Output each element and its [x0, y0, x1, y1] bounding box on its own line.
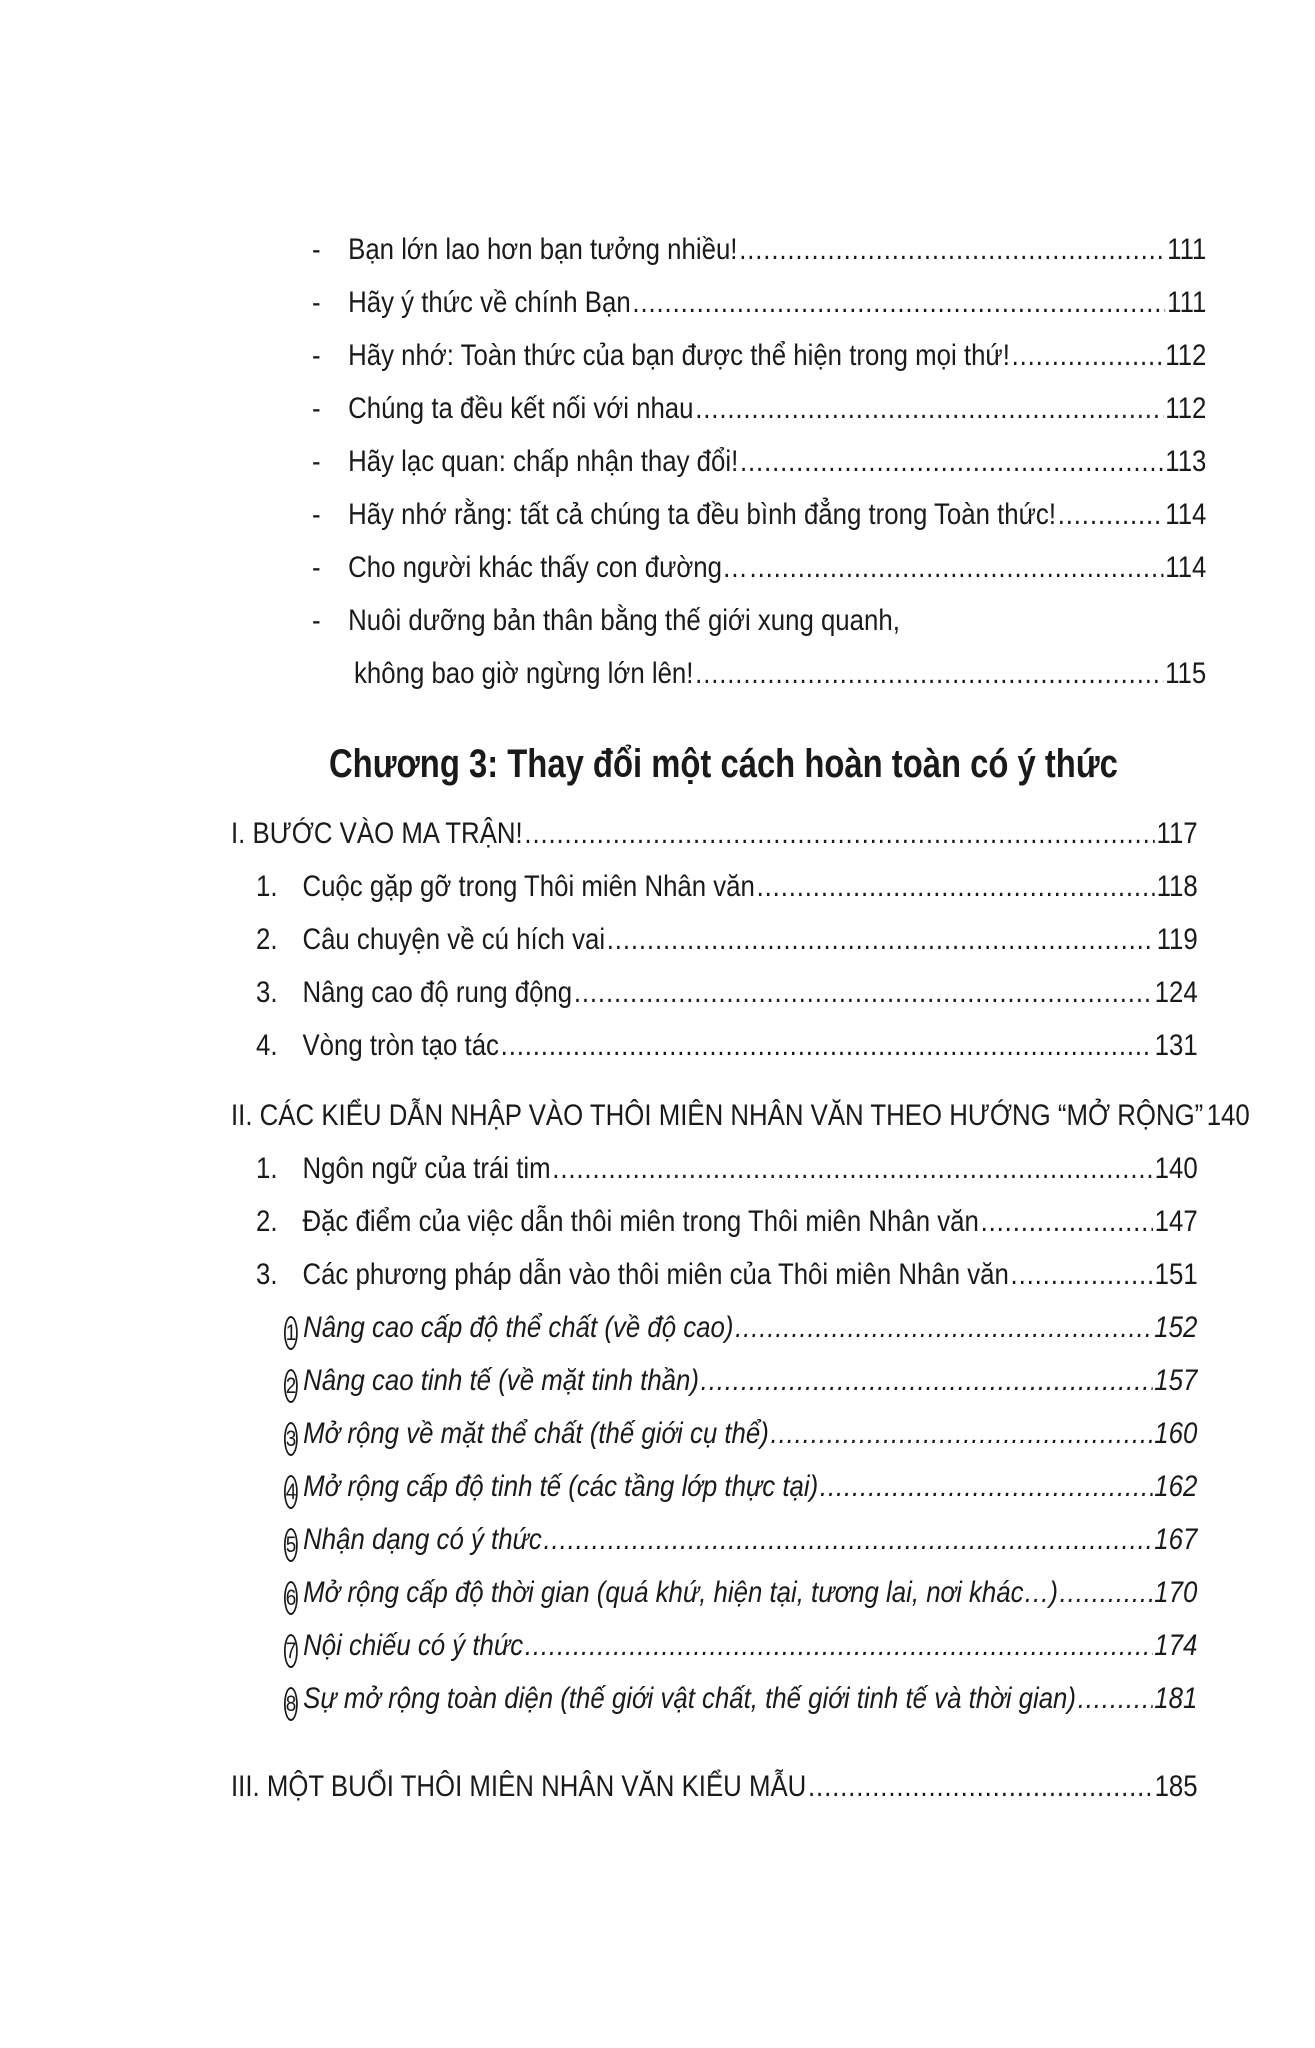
toc-bullet — [312, 389, 1206, 429]
bullet-marker: - — [312, 286, 321, 319]
toc-entry-text: Các phương pháp dẫn vào thôi miên của Thôi miên Nhân văn — [302, 1258, 1009, 1291]
bullet-marker: - — [312, 498, 321, 531]
bullet-marker: - — [312, 392, 321, 425]
toc-section-label: I. BƯỚC VÀO MA TRẬN! — [231, 817, 523, 850]
leader-dots — [574, 973, 1153, 1013]
toc-page-number: 140 — [1154, 1152, 1198, 1185]
toc-section-heading — [231, 814, 1198, 854]
leader-dots — [1060, 1573, 1153, 1613]
toc-page-number: 181 — [1154, 1682, 1198, 1715]
toc-entry-text: Mở rộng về mặt thể chất (thế giới cụ thể) — [303, 1417, 769, 1450]
circled-number-icon: 3 — [284, 1422, 298, 1456]
toc-item-number: 3. — [256, 976, 278, 1009]
toc-subitem — [256, 973, 1198, 1013]
toc-item-number: 1. — [256, 1152, 278, 1185]
toc-bullet — [312, 495, 1206, 535]
toc-subitem — [256, 920, 1198, 960]
toc-page-number: 152 — [1154, 1311, 1198, 1344]
leader-dots — [525, 1626, 1153, 1666]
toc-method-item — [284, 1414, 1197, 1454]
leader-dots — [607, 920, 1155, 960]
leader-dots — [1078, 1679, 1153, 1719]
toc-method-item — [284, 1679, 1197, 1719]
toc-bullet — [312, 601, 1206, 641]
leader-dots — [735, 1308, 1152, 1348]
toc-page-number: 131 — [1154, 1029, 1198, 1062]
chapter-title: Chương 3: Thay đổi một cách hoàn toàn có ý thức — [329, 742, 1118, 786]
bullet-marker: - — [312, 233, 321, 266]
toc-subitem — [256, 1202, 1198, 1242]
leader-dots — [1011, 1255, 1153, 1295]
toc-entry-text: không bao giờ ngừng lớn lên! — [354, 657, 694, 690]
toc-method-item — [284, 1361, 1197, 1401]
toc-page-number: 140 — [1206, 1099, 1250, 1132]
toc-section-heading — [231, 1767, 1198, 1807]
toc-method-item — [284, 1573, 1197, 1613]
toc-page-number: 111 — [1167, 286, 1207, 319]
toc-page-number: 170 — [1154, 1576, 1198, 1609]
toc-entry-text: Bạn lớn lao hơn bạn tưởng nhiều! — [348, 233, 738, 266]
leader-dots — [740, 442, 1164, 482]
toc-page-number: 118 — [1156, 870, 1198, 903]
toc-subitem — [256, 1255, 1198, 1295]
bullet-marker: - — [312, 339, 321, 372]
leader-dots — [701, 1361, 1153, 1401]
circled-number-icon: 2 — [284, 1369, 298, 1403]
toc-item-number: 2. — [256, 1205, 278, 1238]
toc-page-number: 160 — [1154, 1417, 1198, 1450]
toc-method-item — [284, 1520, 1197, 1560]
circled-number-icon: 4 — [284, 1475, 298, 1509]
toc-bullet — [312, 336, 1206, 376]
toc-method-item — [284, 1626, 1197, 1666]
toc-bullet — [312, 230, 1206, 270]
leader-dots — [632, 283, 1165, 323]
circled-number-icon: 7 — [284, 1634, 298, 1668]
toc-entry-text: Mở rộng cấp độ thời gian (quá khứ, hiện tại, tương lai, nơi khác…) — [303, 1576, 1058, 1609]
toc-entry-text: Hãy nhớ: Toàn thức của bạn được thể hiện trong mọi thứ! — [348, 339, 1010, 372]
toc-page-number: 112 — [1165, 339, 1207, 372]
toc-entry-text: Nuôi dưỡng bản thân bằng thế giới xung quanh, — [348, 604, 900, 637]
toc-entry-text: Mở rộng cấp độ tinh tế (các tầng lớp thực tại) — [303, 1470, 819, 1503]
toc-entry-text: Nội chiếu có ý thức — [303, 1629, 524, 1662]
toc-page-number: 124 — [1154, 976, 1198, 1009]
toc-item-number: 2. — [256, 923, 278, 956]
toc-subitem — [256, 1149, 1198, 1189]
toc-page-number: 151 — [1154, 1258, 1198, 1291]
toc-entry-text: Sự mở rộng toàn diện (thế giới vật chất, thế giới tinh tế và thời gian) — [303, 1682, 1077, 1715]
leader-dots — [524, 814, 1154, 854]
toc-page-number: 112 — [1165, 392, 1207, 425]
toc-item-number: 1. — [256, 870, 278, 903]
leader-dots — [695, 654, 1163, 694]
toc-method-item — [284, 1467, 1197, 1507]
toc-section-label: III. MỘT BUỔI THÔI MIÊN NHÂN VĂN KIỂU MẪU — [231, 1770, 807, 1803]
leader-dots — [695, 389, 1163, 429]
toc-entry-text: Ngôn ngữ của trái tim — [302, 1152, 551, 1185]
leader-dots — [771, 1414, 1153, 1454]
toc-page-number: 111 — [1167, 233, 1207, 266]
toc-item-number: 3. — [256, 1258, 278, 1291]
circled-number-icon: 5 — [284, 1528, 298, 1562]
toc-page-number: 114 — [1165, 551, 1207, 584]
toc-subitem — [256, 1026, 1198, 1066]
toc-item-number: 4. — [256, 1029, 278, 1062]
toc-bullet — [312, 283, 1206, 323]
leader-dots — [750, 548, 1164, 588]
toc-bullet — [312, 548, 1206, 588]
toc-page-number: 167 — [1154, 1523, 1198, 1556]
toc-page-number: 162 — [1154, 1470, 1198, 1503]
toc-entry-text: Câu chuyện về cú hích vai — [302, 923, 606, 956]
leader-dots — [501, 1026, 1153, 1066]
leader-dots — [1012, 336, 1164, 376]
toc-entry-text: Nhận dạng có ý thức — [303, 1523, 542, 1556]
toc-entry-text: Cuộc gặp gỡ trong Thôi miên Nhân văn — [302, 870, 755, 903]
toc-page-number: 147 — [1154, 1205, 1198, 1238]
toc-entry-text: Nâng cao độ rung động — [302, 976, 573, 1009]
toc-entry-text: Nâng cao cấp độ thể chất (về độ cao) — [303, 1311, 734, 1344]
leader-dots — [552, 1149, 1153, 1189]
leader-dots — [808, 1767, 1153, 1807]
toc-page-number: 157 — [1154, 1364, 1198, 1397]
bullet-marker: - — [312, 551, 321, 584]
leader-dots — [757, 867, 1155, 907]
bullet-marker: - — [312, 604, 321, 637]
leader-dots — [544, 1520, 1153, 1560]
toc-section-heading — [231, 1096, 1250, 1136]
toc-section-label: II. CÁC KIỂU DẪN NHẬP VÀO THÔI MIÊN NHÂN VĂN THEO HƯỚNG “MỞ RỘNG” — [231, 1099, 1204, 1132]
bullet-marker: - — [312, 445, 321, 478]
toc-page-number: 117 — [1156, 817, 1198, 850]
leader-dots — [739, 230, 1165, 270]
circled-number-icon: 8 — [284, 1687, 298, 1721]
toc-entry-text: Chúng ta đều kết nối với nhau — [348, 392, 694, 425]
toc-entry-text: Hãy ý thức về chính Bạn — [348, 286, 631, 319]
toc-page-number: 115 — [1165, 657, 1207, 690]
leader-dots — [820, 1467, 1153, 1507]
toc-page-number: 185 — [1154, 1770, 1198, 1803]
toc-page-number: 119 — [1156, 923, 1198, 956]
toc-subitem — [256, 867, 1198, 907]
toc-entry-text: Nâng cao tinh tế (về mặt tinh thần) — [303, 1364, 699, 1397]
toc-entry-text: Vòng tròn tạo tác — [302, 1029, 499, 1062]
toc-method-item — [284, 1308, 1197, 1348]
toc-page-number: 174 — [1154, 1629, 1198, 1662]
toc-entry-text: Cho người khác thấy con đường… — [348, 551, 748, 584]
circled-number-icon: 1 — [284, 1316, 298, 1350]
toc-page-number: 113 — [1165, 445, 1207, 478]
toc-entry-text: Hãy lạc quan: chấp nhận thay đổi! — [348, 445, 739, 478]
leader-dots — [1058, 495, 1164, 535]
toc-page-number: 114 — [1165, 498, 1207, 531]
toc-entry-text: Đặc điểm của việc dẫn thôi miên trong Thôi miên Nhân văn — [302, 1205, 979, 1238]
toc-entry-text: Hãy nhớ rằng: tất cả chúng ta đều bình đẳng trong Toàn thức! — [348, 498, 1056, 531]
toc-bullet — [312, 442, 1206, 482]
toc-bullet-continuation — [354, 654, 1206, 694]
leader-dots — [981, 1202, 1153, 1242]
circled-number-icon: 6 — [284, 1581, 298, 1615]
